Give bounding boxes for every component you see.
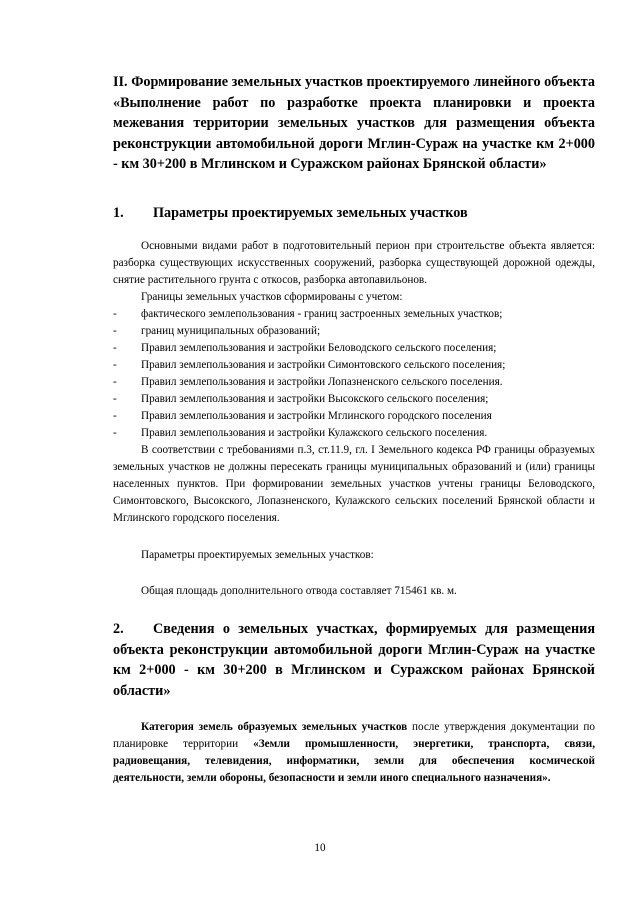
params-lead: Параметры проектируемых земельных участков: xyxy=(141,549,374,561)
requirements-paragraph: В соответствии с требованиями п.3, ст.11.9, гл. I Земельного кодекса РФ границы образуемых земельных участков не должны пересекать границы муниципальных образований и (или) границы населенных пунктов. При формировании земельных участков учтены границы Беловодского, Симонтовского, Высокского, Лопазненского, Кулажского сельских поселений Брянской области и Мглинского городского поселения. xyxy=(113,444,595,524)
section-2-heading xyxy=(113,619,595,701)
category-label: Категория земель образуемых земельных участков xyxy=(141,721,408,733)
boundaries-list xyxy=(113,306,595,442)
section-2-number: 2. xyxy=(113,621,124,637)
list-item: - Правил землепользования и застройки Симонтовского сельского поселения; xyxy=(113,357,595,374)
list-item: - Правил землепользования и застройки Кулажского сельского поселения. xyxy=(113,425,595,442)
section-1-body xyxy=(113,238,595,527)
category-value: «Земли промышленности, энергетики, транспорта, связи, радиовещания, телевидения, информатики, земли для обеспечения космической деятельности, земли обороны, безопасности и земли иного специального назначения». xyxy=(113,738,595,784)
section-1-number: 1. xyxy=(113,205,124,221)
category-paragraph xyxy=(113,719,595,787)
section-1-title: Параметры проектируемых земельных участков xyxy=(153,205,468,221)
list-item: - Правил землепользования и застройки Мглинского городского поселения xyxy=(113,408,595,425)
document-title: II. Формирование земельных участков проектируемого линейного объекта «Выполнение работ по разработке проекта планировки и проекта межевания территории земельных участков для размещения объекта реконструкции автомобильной дороги Мглин-Сураж на участке км 2+000 - км 30+200 в Мглинском и Суражском районах Брянской области» xyxy=(113,74,595,172)
list-item: - границ муниципальных образований; xyxy=(113,323,595,340)
intro-paragraph: Основными видами работ в подготовительный перион при строительстве объекта является: разборка существующих искусственных сооружений, разборка существующей дорожной одежды, снятие растительного грунта с откосов, разборка автопавильонов. xyxy=(113,240,595,286)
area-paragraph: Общая площадь дополнительного отвода составляет 715461 кв. м. xyxy=(141,585,457,597)
list-item: - фактического землепользования - границ застроенных земельных участков; xyxy=(113,306,595,323)
section-1-heading xyxy=(113,203,595,224)
section-2-title: Сведения о земельных участках, формируемых для размещения объекта реконструкции автомобильной дороги Мглин-Сураж на участке км 2+000 - км 30+200 в Мглинском и Суражском районах Брянской области» xyxy=(113,621,595,699)
category-text: после утверждения документации по планировке территории xyxy=(113,721,596,750)
list-item: - Правил землепользования и застройки Лопазненского сельского поселения. xyxy=(113,374,595,391)
boundaries-lead: Границы земельных участков сформированы с учетом: xyxy=(141,291,403,303)
list-item: - Правил землепользования и застройки Высокского сельского поселения; xyxy=(113,391,595,408)
list-item: - Правил землепользования и застройки Беловодского сельского поселения; xyxy=(113,340,595,357)
page-number: 10 xyxy=(314,842,326,854)
